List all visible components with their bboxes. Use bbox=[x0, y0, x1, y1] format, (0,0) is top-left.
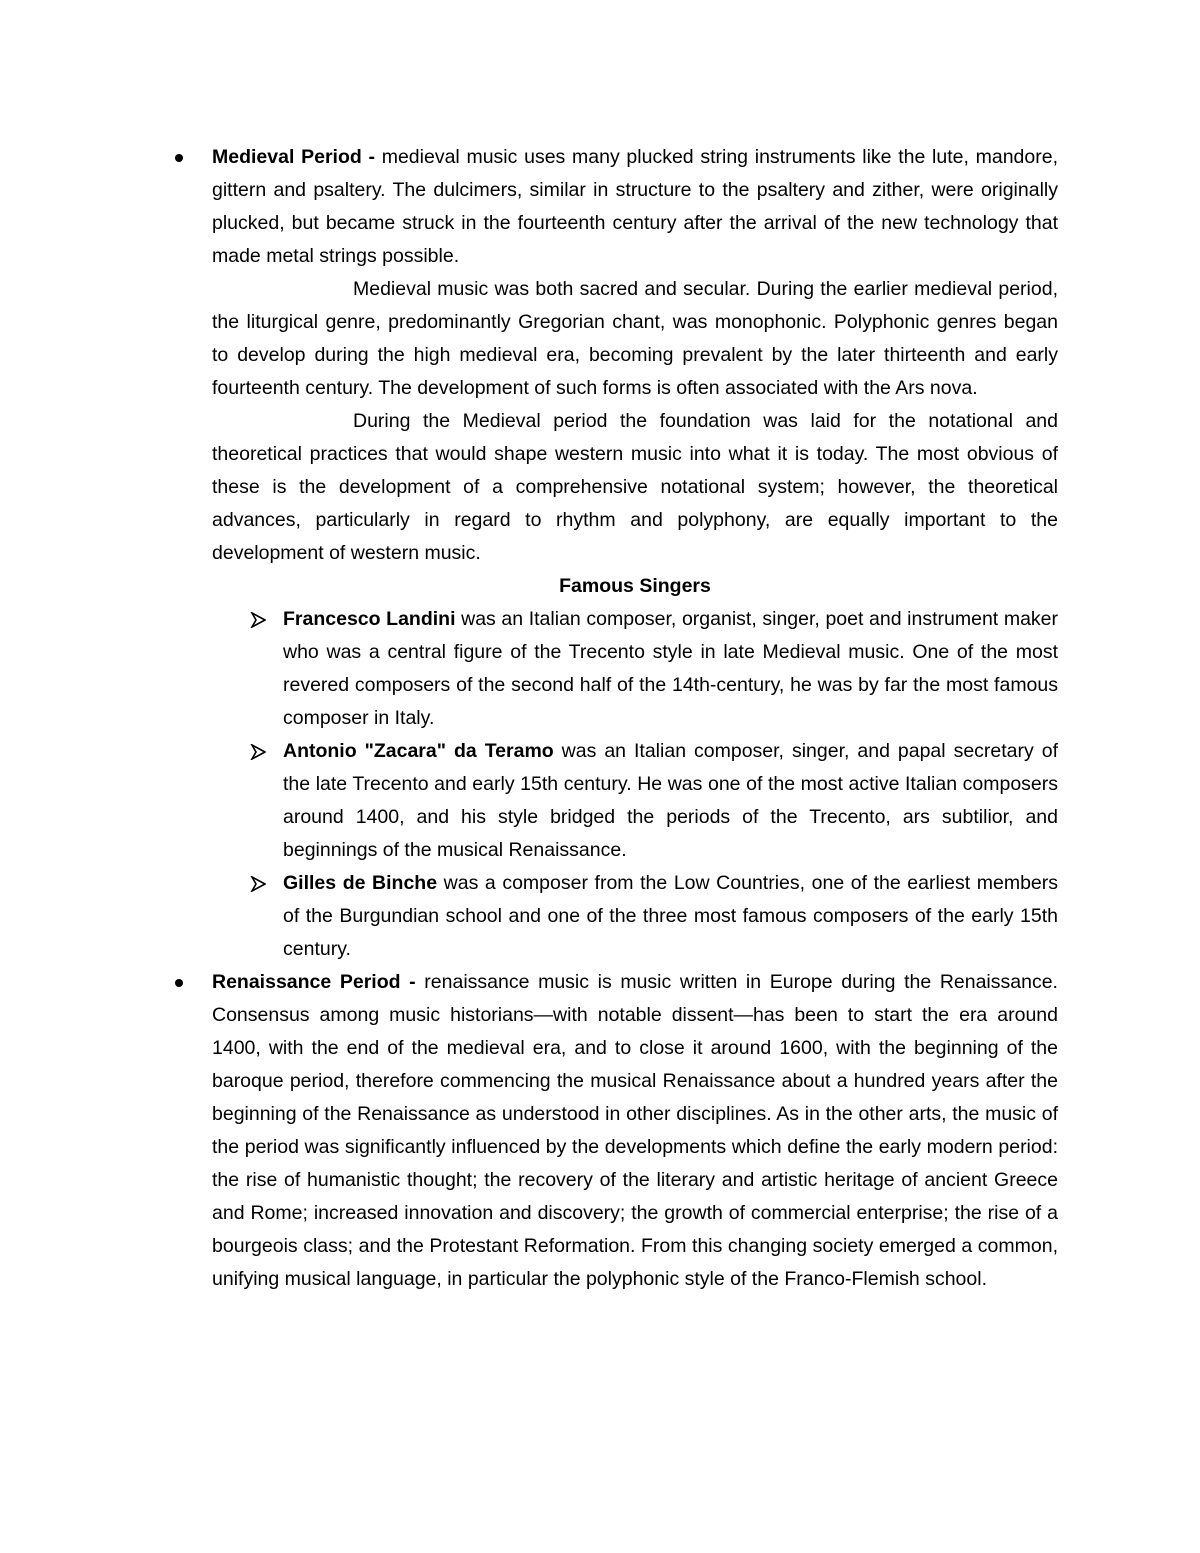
famous-singers-heading: Famous Singers bbox=[559, 575, 711, 597]
singer-list-item bbox=[283, 603, 1058, 735]
arrowhead-bullet-icon bbox=[250, 876, 266, 892]
singer-name: Antonio "Zacara" da Teramo bbox=[283, 740, 554, 762]
singer-name: Gilles de Binche bbox=[283, 872, 438, 894]
medieval-title-separator: - bbox=[361, 146, 382, 168]
renaissance-section bbox=[212, 966, 1058, 1296]
medieval-title: Medieval Period bbox=[212, 146, 362, 168]
singer-list-item bbox=[283, 867, 1058, 966]
arrowhead-bullet-icon bbox=[250, 612, 266, 628]
bullet-dot-icon bbox=[175, 154, 183, 162]
singer-list-item bbox=[283, 735, 1058, 867]
renaissance-paragraph bbox=[212, 966, 1058, 1296]
singers-list bbox=[283, 603, 1058, 966]
medieval-intro-text: medieval music uses many plucked string instruments like the lute, mandore, gittern and psaltery. The dulcimers, similar in structure to the psaltery and zither, were originally plucked, but became struck in the fourteenth century after the arrival of the new technology that made metal strings possible. bbox=[212, 146, 1059, 267]
singer-name: Francesco Landini bbox=[283, 608, 456, 630]
singer-description: was a composer from the Low Countries, one of the earliest members of the Burgundian school and one of the three most famous composers of the early 15th century. bbox=[283, 872, 1059, 960]
renaissance-title: Renaissance Period bbox=[212, 971, 401, 993]
singer-description: was an Italian composer, organist, singer, poet and instrument maker who was a central figure of the Trecento style in late Medieval music. One of the most revered composers of the second half of the 14th-century, he was by far the most famous composer in Italy. bbox=[283, 608, 1058, 729]
medieval-paragraph-3: During the Medieval period the foundation was laid for the notational and theoretical practices that would shape western music into what it is today. The most obvious of these is the development of a comprehensive notational system; however, the theoretical advances, particularly in regard to rhythm and polyphony, are equally important to the development of western music. bbox=[212, 410, 1058, 564]
renaissance-title-separator: - bbox=[400, 971, 425, 993]
document-body bbox=[212, 141, 1058, 1296]
bullet-dot-icon bbox=[175, 979, 183, 987]
renaissance-text: renaissance music is music written in Europe during the Renaissance. Consensus among music historians—with notable dissent—has been to start the era around 1400, with the end of the medieval era, and to close it around 1600, with the beginning of the baroque period, therefore commencing the musical Renaissance about a hundred years after the beginning of the Renaissance as understood in other disciplines. As in the other arts, the music of the period was significantly influenced by the developments which define the early modern period: the rise of humanistic thought; the recovery of the literary and artistic heritage of ancient Greece and Rome; increased innovation and discovery; the growth of commercial enterprise; the rise of a bourgeois class; and the Protestant Reformation. From this changing society emerged a common, unifying musical language, in particular the polyphonic style of the Franco-Flemish school. bbox=[212, 971, 1058, 1290]
singer-description: was an Italian composer, singer, and papal secretary of the late Trecento and early 15th century. He was one of the most active Italian composers around 1400, and his style bridged the periods of the Trecento, ars subtilior, and beginnings of the musical Renaissance. bbox=[283, 740, 1059, 861]
singer-paragraph bbox=[283, 867, 1058, 966]
medieval-paragraph-2: Medieval music was both sacred and secular. During the earlier medieval period, the liturgical genre, predominantly Gregorian chant, was monophonic. Polyphonic genres began to develop during the high medieval era, becoming prevalent by the later thirteenth and early fourteenth century. The development of such forms is often associated with the Ars nova. bbox=[212, 278, 1058, 399]
medieval-intro-paragraph bbox=[212, 141, 1058, 273]
singer-paragraph bbox=[283, 603, 1058, 735]
medieval-section bbox=[212, 141, 1058, 570]
arrowhead-bullet-icon bbox=[250, 744, 266, 760]
singer-paragraph bbox=[283, 735, 1058, 867]
